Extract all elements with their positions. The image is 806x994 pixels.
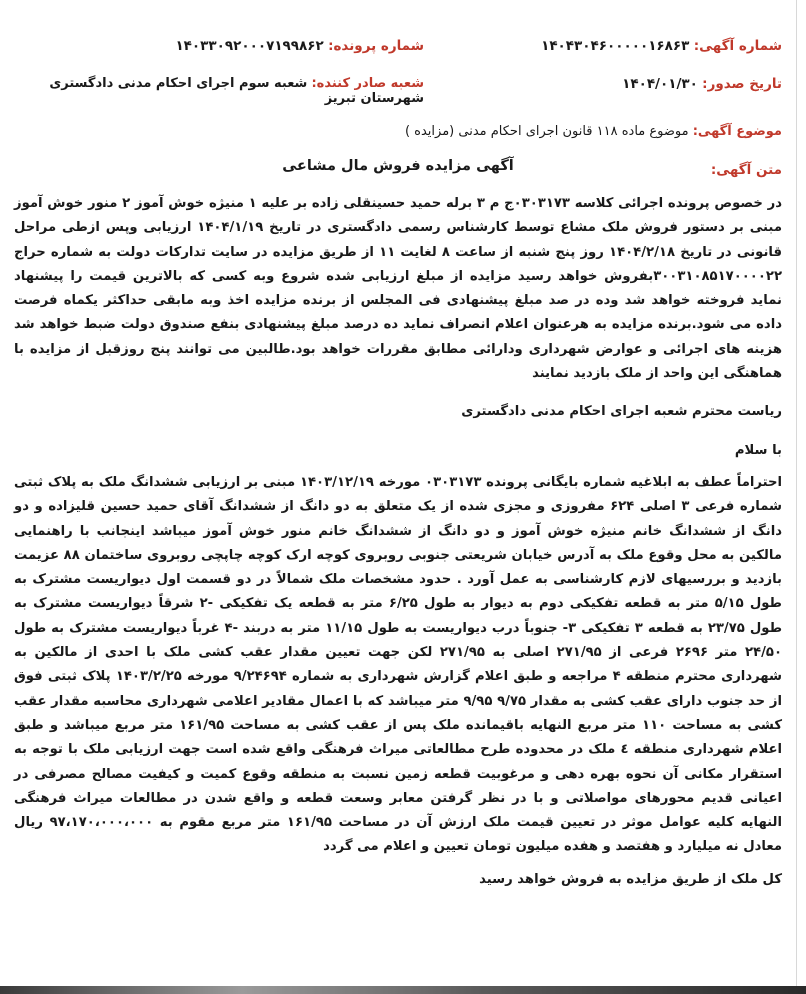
bottom-stripe [0, 986, 806, 994]
case-number [175, 38, 424, 54]
issue-date-value: ۱۴۰۴/۰۱/۳۰ [622, 76, 698, 92]
ad-number [541, 38, 782, 54]
notice-text-label: متن آگهی: [710, 162, 782, 178]
notice-title: آگهی مزایده فروش مال مشاعی [282, 158, 514, 174]
issue-date [622, 76, 782, 92]
paragraph-appraisal: احتراماً عطف به ابلاغیه شماره بایگانی پرونده ۰۳۰۳۱۷۳ مورخه ۱۴۰۳/۱۲/۱۹ مبنی بر ارزیابی ششدانگ ملک به پلاک ثبتی شماره فرعی ۳ اصلی ۶۲۴ مفروزی و مجزی شده از یک متعلق به دو دانگ از ششدانگ آقای حمید حسین قلیزاده و دو دانگ از ششدانگ خانم منیژه خوش آموز و دو دانگ از ششدانگ خانم منور خوش آموز میباشد اینجانب با راهنمایی مالکین به محل وقوع ملک به آدرس خیابان شریعتی جنوبی روبروی کوچه ارک کوچه چاپچی روبروی ساختمان ۸۸ عزیمت بازدید و بررسیهای لازم کارشناسی به عمل آورد . حدود مشخصات ملک شمالاً در دو قسمت اول دیواریست مشترک به طول ۵/۱۵ متر به قطعه تفکیکی دوم به دیوار به طول ۶/۲۵ متر به قطعه یک تفکیکی -۲ شرقاً دیواریست مشترک به طول ۲۳/۷۵ به قطعه ۳ تفکیکی ۳- جنوباً درب دیواریست به طول ۱۱/۱۵ متر به دربند -۴ غرباً دیواریست مشترک به طول ۲۴/۵۰ متر ۲۶۹۶ فرعی از ۲۷۱/۹۵ اصلی به ۲۷۱/۹۵ لکن جهت تعیین مقدار عقب کشی ملک با احدی از مالکین به شهرداری محترم منطقه ۴ مراجعه و طبق اعلام گزارش شهرداری به شماره ۹/۲۴۶۹۴ مورخه ۱۴۰۳/۲/۲۵ پلاک ثبتی فوق از حد جنوب دارای عقب کشی به مقدار ۹/۷۵ ۹/۹۵ متر میباشد که با اعمال مقادیر اعلامی شهرداری محاسبه مقدار عقب کشی به مساحت ۱۱۰ متر مربع النهایه باقیمانده ملک پس از عقب کشی به مساحت ۱۶۱/۹۵ متر مربع میباشد و طبق اعلام شهرداری منطقه ٤ ملک در محدوده طرح مطالعاتی میراث فرهنگی واقع شده است جهت ارزیابی ملک با توجه به استقرار مکانی آن نحوه بهره دهی و مرغوبیت قطعه زمین نسبت به منطقه وقوع کمیت و کیفیت مصالح مصرفی در اعیانی قدیم محورهای مواصلاتی و با در نظر گرفتن معابر وسعت قطعه و واقع شدن در مطالعات میراث فرهنگی النهایه کلیه عوامل موثر در تعیین قیمت ملک ارزش آن در مساحت ۱۶۱/۹۵ متر مربع مقوم به ۹۷،۱۷۰،۰۰۰،۰۰۰ ریال معادل نه میلیارد و هفتصد و هفده میلیون تومان تعیین و اعلام می گردد [14, 474, 783, 855]
case-number-label: شماره پرونده: [328, 38, 424, 54]
ad-number-value: ۱۴۰۴۳۰۴۶۰۰۰۰۰۱۶۸۶۳ [541, 38, 690, 54]
issue-date-label: تاریخ صدور: [702, 76, 782, 92]
paragraph-auction-terms: در خصوص پرونده اجرائی کلاسه ۰۳۰۳۱۷۳ج م ۳ برله حمید حسینقلی زاده بر علیه ۱ منیژه خوش آموز ۲ منور خوش آموز مبنی بر دستور فروش ملک مشاع توسط کارشناس رسمی دادگستری در تاریخ ۱۴۰۴/۱/۱۹ ارزیابی وپس ازطی مراحل قانونی در تاریخ ۱۴۰۴/۲/۱۸ روز پنج شنبه از ساعت ۸ لغایت ۱۱ از طریق مزایده در سایت تدارکات دولت به شماره حراج ۳۰۰۳۱۰۸۵۱۷۰۰۰۰۲۲بفروش خواهد رسید مزایده از مبلغ ارزیابی شده شروع وبه کسی که بالاترین قیمت را پیشنهاد نماید فروخته خواهد شد وده در صد مبلغ پیشنهادی فی المجلس از برنده مزایده اخذ وبه مابقی حداکثر یکماه فرصت داده می شود.برنده مزایده به هرعنوان اعلام انصراف نماید ده درصد مبلغ پیشنهادی بنفع صندوق دولت ضبط خواهد شد هزینه های اجرائی و عوارض شهرداری ودارائی مطابق مقررات خواهد بود.طالبین می توانند پنج روزقبل از مزایده با هماهنگی این واحد از ملک بازدید نمایند [14, 196, 782, 382]
topic [405, 124, 782, 139]
ad-number-label: شماره آگهی: [693, 38, 782, 54]
paragraph-addressee: ریاست محترم شعبه اجرای احکام مدنی دادگستری [461, 404, 782, 420]
issuer [14, 76, 424, 106]
topic-label: موضوع آگهی: [692, 124, 782, 139]
issuer-label: شعبه صادر کننده: [311, 76, 424, 91]
topic-value: موضوع ماده ۱۱۸ قانون اجرای احکام مدنی (مزایده ) [404, 124, 689, 139]
case-number-value: ۱۴۰۳۳۰۹۲۰۰۰۷۱۹۹۸۶۲ [175, 38, 324, 54]
header-row-1 [14, 38, 782, 62]
header-row-2 [14, 76, 782, 106]
notice-body [14, 192, 782, 892]
paragraph-conclusion: کل ملک از طریق مزایده به فروش خواهد رسید [479, 871, 782, 887]
issuer-value: شعبه سوم اجرای احکام مدنی دادگستری شهرستان تبریز [49, 76, 424, 106]
paragraph-greeting: با سلام [734, 442, 782, 458]
